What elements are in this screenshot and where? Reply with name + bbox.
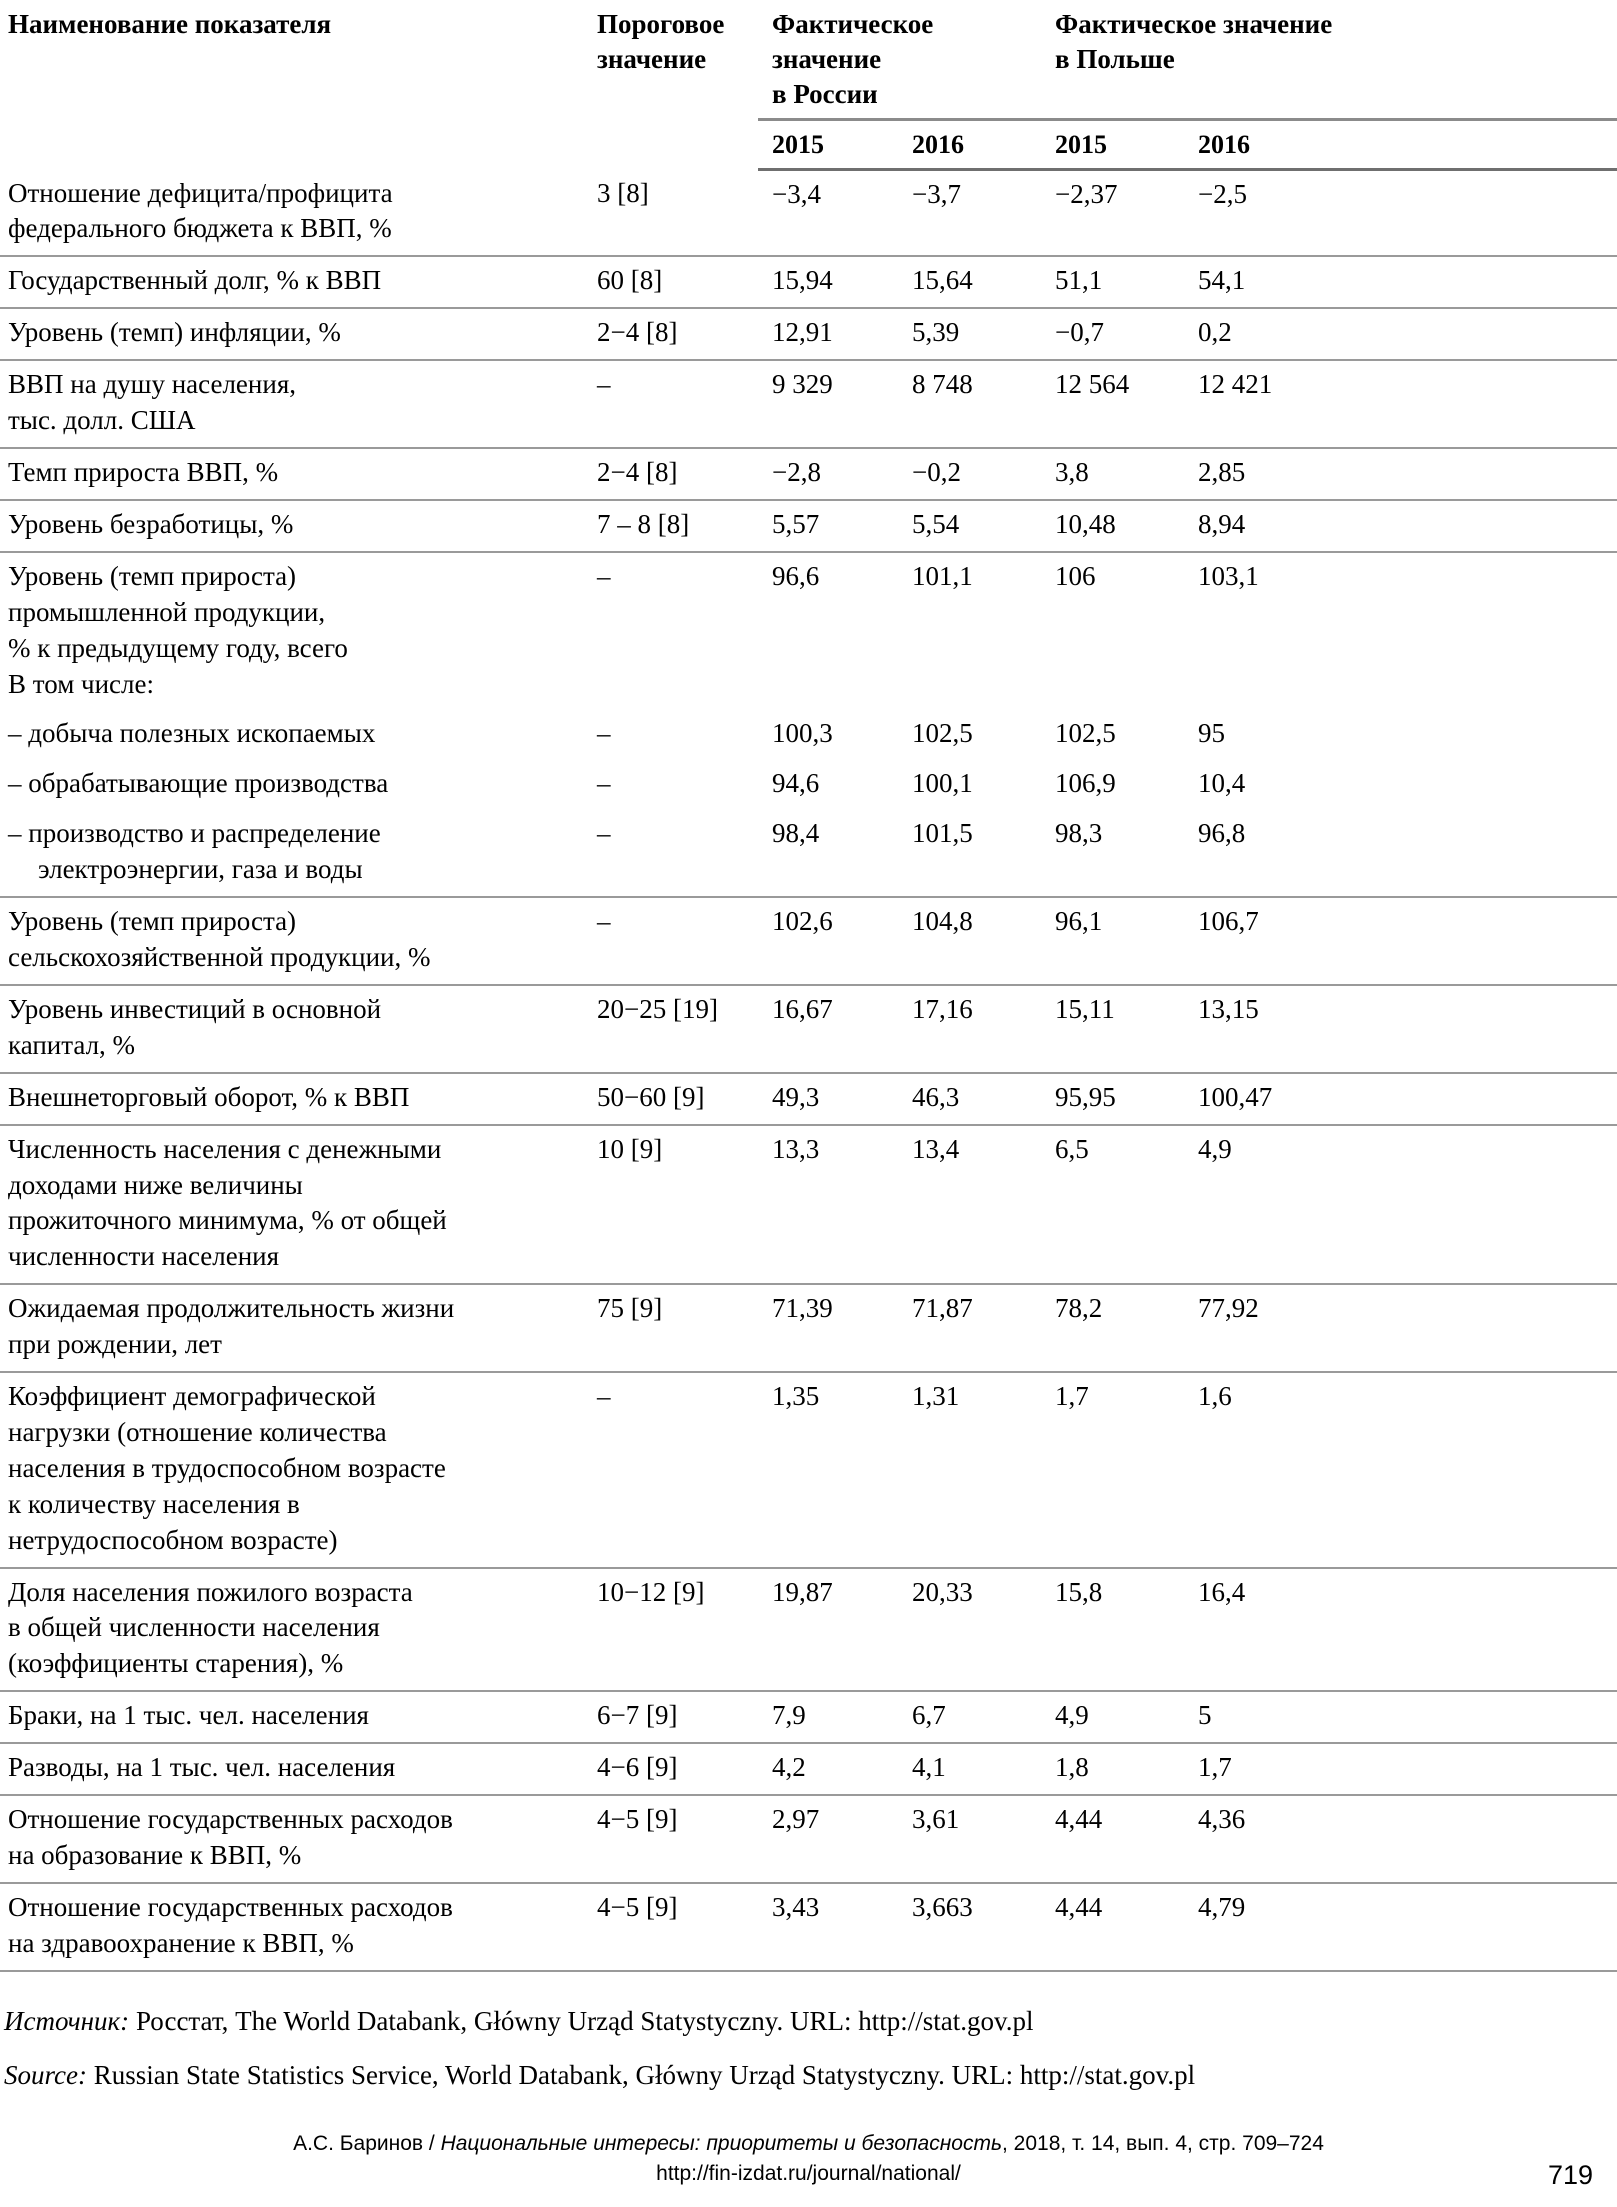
- cell-poland-2015: 10,48: [1041, 500, 1184, 552]
- table-row: [0, 1073, 1617, 1125]
- cell-poland-2015: 102,5: [1055, 718, 1116, 749]
- table-row: [0, 1691, 1617, 1743]
- cell-russia-2016: 17,16: [898, 985, 1041, 1073]
- cell-russia-2016: 101,5: [898, 810, 1041, 897]
- cell-poland-2015: 106,9: [1055, 768, 1116, 799]
- cell-indicator-name: [0, 500, 583, 552]
- cell-threshold: –: [583, 360, 758, 448]
- cell-threshold: –: [597, 560, 611, 591]
- table-header: [0, 0, 1617, 170]
- cell-russia-2015: 13,3: [758, 1125, 898, 1285]
- cell-russia-2015: 9 329: [758, 360, 898, 448]
- table-row: [0, 1795, 1617, 1883]
- cell-poland-2015: 98,3: [1041, 810, 1184, 897]
- cell-indicator-name: [0, 1125, 583, 1285]
- cell-threshold: 4−5 [9]: [583, 1883, 758, 1971]
- cell-poland-2015: 4,44: [1041, 1795, 1184, 1883]
- header-group-russia-line1: Фактическое значение: [772, 9, 934, 75]
- cell-poland-2016: 1,7: [1184, 1743, 1617, 1795]
- indicator-name-line: – добыча полезных ископаемых: [8, 718, 376, 749]
- indicator-name-line: – производство и распределение: [8, 818, 381, 849]
- table-row: [0, 448, 1617, 500]
- header-group-russia: [758, 0, 1041, 120]
- indicator-name-line: прожиточного минимума, % от общей: [8, 1205, 447, 1236]
- cell-russia-2016: 5,54: [898, 500, 1041, 552]
- footer-citation-rest: , 2018, т. 14, вып. 4, стр. 709–724: [1002, 2132, 1324, 2156]
- table-row: [0, 360, 1617, 448]
- footer-citation: [0, 2129, 1617, 2159]
- cell-russia-2015: −3,4: [758, 170, 898, 257]
- cell-poland-2015: 95,95: [1041, 1073, 1184, 1125]
- cell-threshold: 10−12 [9]: [583, 1568, 758, 1692]
- cell-russia-2016: 6,7: [898, 1691, 1041, 1743]
- cell-poland-2016: 2,85: [1184, 448, 1617, 500]
- cell-poland-2016: 16,4: [1184, 1568, 1617, 1692]
- cell-russia-2015: 71,39: [758, 1284, 898, 1372]
- cell-threshold: 3 [8]: [583, 170, 758, 257]
- cell-indicator-name: [0, 985, 583, 1073]
- table-row: [0, 810, 1617, 897]
- cell-indicator-name: [0, 1691, 583, 1743]
- indicator-name-line: Государственный долг, % к ВВП: [8, 265, 382, 296]
- indicator-name-line: Уровень (темп прироста): [8, 560, 297, 591]
- cell-threshold: 2−4 [8]: [583, 308, 758, 360]
- cell-indicator-name: [0, 710, 583, 760]
- footer-author: А.С. Баринов /: [293, 2132, 441, 2156]
- indicator-name-line: нетрудоспособном возрасте): [8, 1524, 338, 1555]
- cell-poland-2016: 1,6: [1184, 1372, 1617, 1568]
- cell-indicator-name: [0, 1284, 583, 1372]
- cell-russia-2015: 5,57: [758, 500, 898, 552]
- cell-russia-2016: 100,1: [912, 768, 973, 799]
- cell-poland-2016: 8,94: [1184, 500, 1617, 552]
- header-row-titles: [0, 0, 1617, 120]
- table-row: [0, 308, 1617, 360]
- indicator-name-line: Уровень (темп) инфляции, %: [8, 317, 341, 348]
- cell-indicator-name: [0, 1073, 583, 1125]
- page-number: 719: [1547, 2160, 1593, 2190]
- source-russian-text: Росстат, The World Databank, Główny Urząd Statystyczny. URL: http://stat.gov.pl: [129, 2005, 1034, 2036]
- cell-indicator-name: [0, 1372, 583, 1568]
- cell-russia-2016: 102,5: [912, 718, 973, 749]
- cell-indicator-name: [0, 256, 583, 308]
- cell-russia-2015: 49,3: [758, 1073, 898, 1125]
- cell-threshold: 4−5 [9]: [583, 1795, 758, 1883]
- indicator-name-line: в общей численности населения: [8, 1612, 380, 1643]
- cell-poland-2015: 12 564: [1041, 360, 1184, 448]
- cell-russia-2015: 94,6: [772, 768, 820, 799]
- table-row: [0, 1372, 1617, 1568]
- table-row: [0, 1125, 1617, 1285]
- indicator-name-line: нагрузки (отношение количества: [8, 1416, 387, 1447]
- cell-russia-2016: 101,1: [912, 560, 973, 591]
- cell-russia-2015: 98,4: [758, 810, 898, 897]
- cell-indicator-name: [0, 170, 583, 257]
- indicator-name-line: Разводы, на 1 тыс. чел. населения: [8, 1752, 396, 1783]
- indicator-name-line: Отношение государственных расходов: [8, 1891, 453, 1922]
- source-english: [0, 2048, 1617, 2102]
- indicator-name-line: Численность населения с денежными: [8, 1133, 442, 1164]
- indicator-name-line: на здравоохранение к ВВП, %: [8, 1927, 354, 1958]
- cell-threshold: 20−25 [19]: [583, 985, 758, 1073]
- cell-poland-2016: 95: [1198, 718, 1226, 749]
- cell-indicator-name: [0, 760, 583, 810]
- header-year-poland-2015: 2015: [1041, 120, 1184, 170]
- indicator-name-line: населения в трудоспособном возрасте: [8, 1452, 446, 1483]
- cell-indicator-name: [0, 1568, 583, 1692]
- cell-russia-2016: 46,3: [898, 1073, 1041, 1125]
- cell-indicator-name: [0, 810, 583, 897]
- cell-poland-2015: 15,11: [1041, 985, 1184, 1073]
- table-row: [0, 1284, 1617, 1372]
- cell-poland-2016: 4,79: [1184, 1883, 1617, 1971]
- indicator-name-line: Коэффициент демографической: [8, 1381, 376, 1412]
- cell-indicator-name: [0, 448, 583, 500]
- indicator-name-line: Уровень (темп прироста): [8, 906, 297, 937]
- cell-poland-2016: −2,5: [1184, 170, 1617, 257]
- source-notes: [0, 1972, 1617, 2103]
- cell-poland-2015: −0,7: [1041, 308, 1184, 360]
- table-row: [0, 985, 1617, 1073]
- cell-russia-2015: 15,94: [758, 256, 898, 308]
- cell-russia-2015: 2,97: [758, 1795, 898, 1883]
- cell-threshold: 2−4 [8]: [583, 448, 758, 500]
- cell-threshold: 10 [9]: [583, 1125, 758, 1285]
- cell-russia-2015: 16,67: [758, 985, 898, 1073]
- indicator-name-line: – обрабатывающие производства: [8, 768, 389, 799]
- cell-poland-2015: 4,44: [1041, 1883, 1184, 1971]
- table-body: [0, 170, 1617, 1971]
- cell-indicator-name: [0, 308, 583, 360]
- table-row: [0, 500, 1617, 552]
- indicator-name-line: доходами ниже величины: [8, 1169, 303, 1200]
- source-english-text: Russian State Statistics Service, World Databank, Główny Urząd Statystyczny. URL: http://stat.gov.pl: [86, 2060, 1196, 2091]
- cell-poland-2016: 12 421: [1184, 360, 1617, 448]
- indicator-name-line: сельскохозяйственной продукции, %: [8, 941, 431, 972]
- table-row: [0, 170, 1617, 257]
- cell-russia-2015: 100,3: [772, 718, 833, 749]
- header-threshold-line1: Пороговое: [597, 9, 725, 39]
- cell-poland-2016: 5: [1184, 1691, 1617, 1743]
- header-threshold: [583, 0, 758, 170]
- cell-russia-2015: 102,6: [758, 897, 898, 985]
- indicator-name-line: промышленной продукции,: [8, 596, 326, 627]
- cell-threshold: 60 [8]: [583, 256, 758, 308]
- header-group-poland: [1041, 0, 1617, 120]
- cell-russia-2016: 3,663: [898, 1883, 1041, 1971]
- cell-russia-2015: 1,35: [758, 1372, 898, 1568]
- indicator-name-line: % к предыдущему году, всего: [8, 632, 348, 663]
- table-row: [0, 1568, 1617, 1692]
- cell-poland-2016: 77,92: [1184, 1284, 1617, 1372]
- table-row: [0, 897, 1617, 985]
- header-group-poland-line2: в Польше: [1055, 44, 1175, 75]
- table-row: [0, 256, 1617, 308]
- footer-journal-title: Национальные интересы: приоритеты и безопасность: [440, 2132, 1002, 2156]
- cell-indicator-name: [0, 1795, 583, 1883]
- cell-indicator-name: [0, 897, 583, 985]
- indicator-name-line: на образование к ВВП, %: [8, 1840, 302, 1871]
- cell-threshold: –: [583, 897, 758, 985]
- cell-russia-2015: 12,91: [758, 308, 898, 360]
- cell-poland-2016: 103,1: [1198, 560, 1259, 591]
- indicator-name-line: Внешнеторговый оборот, % к ВВП: [8, 1081, 410, 1112]
- cell-poland-2016: 96,8: [1184, 810, 1617, 897]
- indicator-name-line: В том числе:: [8, 668, 154, 699]
- cell-poland-2015: −2,37: [1041, 170, 1184, 257]
- indicator-name-line: Уровень безработицы, %: [8, 508, 294, 539]
- source-english-label: Source:: [4, 2060, 87, 2091]
- cell-russia-2016: 104,8: [898, 897, 1041, 985]
- cell-threshold: 4−6 [9]: [583, 1743, 758, 1795]
- cell-poland-2015: 106: [1055, 560, 1096, 591]
- cell-russia-2016: 3,61: [898, 1795, 1041, 1883]
- cell-poland-2015: 1,8: [1041, 1743, 1184, 1795]
- header-threshold-line2: значение: [597, 44, 707, 75]
- indicator-name-line: Ожидаемая продолжительность жизни: [8, 1293, 455, 1324]
- indicator-name-line: (коэффициенты старения), %: [8, 1648, 344, 1679]
- cell-threshold: –: [583, 1372, 758, 1568]
- cell-indicator-name: [0, 1743, 583, 1795]
- table-row: [0, 710, 1617, 760]
- indicator-name-line: электроэнергии, газа и воды: [38, 854, 363, 885]
- cell-poland-2016: 4,36: [1184, 1795, 1617, 1883]
- header-year-russia-2016: 2016: [898, 120, 1041, 170]
- cell-threshold: 75 [9]: [583, 1284, 758, 1372]
- cell-russia-2015: 3,43: [758, 1883, 898, 1971]
- indicator-name-line: капитал, %: [8, 1029, 136, 1060]
- cell-threshold: –: [597, 768, 611, 799]
- cell-russia-2015: 7,9: [758, 1691, 898, 1743]
- cell-threshold: 7 – 8 [8]: [583, 500, 758, 552]
- cell-russia-2016: −3,7: [898, 170, 1041, 257]
- cell-poland-2015: 78,2: [1041, 1284, 1184, 1372]
- cell-poland-2015: 3,8: [1041, 448, 1184, 500]
- header-year-russia-2015: 2015: [758, 120, 898, 170]
- table-row: [0, 760, 1617, 810]
- page-footer: [0, 2129, 1617, 2189]
- cell-threshold: 6−7 [9]: [583, 1691, 758, 1743]
- cell-poland-2016: 13,15: [1184, 985, 1617, 1073]
- cell-russia-2015: −2,8: [758, 448, 898, 500]
- cell-indicator-name: [0, 360, 583, 448]
- cell-threshold: 50−60 [9]: [583, 1073, 758, 1125]
- indicator-name-line: к количеству населения в: [8, 1488, 300, 1519]
- cell-indicator-name: [0, 1883, 583, 1971]
- source-russian: [0, 1994, 1617, 2048]
- table-row: [0, 1743, 1617, 1795]
- cell-russia-2016: 8 748: [898, 360, 1041, 448]
- indicator-name-line: Отношение государственных расходов: [8, 1804, 453, 1835]
- cell-russia-2015: 4,2: [758, 1743, 898, 1795]
- cell-poland-2015: 4,9: [1041, 1691, 1184, 1743]
- indicator-name-line: федерального бюджета к ВВП, %: [8, 213, 392, 244]
- indicator-name-line: Отношение дефицита/профицита: [8, 177, 393, 208]
- indicator-name-line: Уровень инвестиций в основной: [8, 993, 382, 1024]
- cell-russia-2016: 71,87: [898, 1284, 1041, 1372]
- cell-russia-2016: 1,31: [898, 1372, 1041, 1568]
- cell-russia-2015: 96,6: [772, 560, 820, 591]
- table-row: [0, 1883, 1617, 1971]
- cell-russia-2016: 5,39: [898, 308, 1041, 360]
- indicator-name-line: тыс. долл. США: [8, 405, 196, 436]
- cell-indicator-name: [0, 552, 583, 711]
- header-indicator-name: Наименование показателя: [8, 9, 332, 39]
- indicator-name-line: Браки, на 1 тыс. чел. населения: [8, 1700, 369, 1731]
- cell-threshold: –: [583, 810, 758, 897]
- cell-threshold: –: [597, 718, 611, 749]
- indicator-name-line: численности населения: [8, 1241, 280, 1272]
- footer-url: http://fin-izdat.ru/journal/national/: [656, 2162, 961, 2186]
- cell-russia-2016: 4,1: [898, 1743, 1041, 1795]
- indicator-name-line: при рождении, лет: [8, 1329, 222, 1360]
- indicator-name-line: ВВП на душу населения,: [8, 369, 296, 400]
- cell-russia-2015: 19,87: [758, 1568, 898, 1692]
- cell-poland-2015: 51,1: [1041, 256, 1184, 308]
- header-year-poland-2016: 2016: [1184, 120, 1617, 170]
- cell-poland-2016: 4,9: [1184, 1125, 1617, 1285]
- cell-poland-2016: 106,7: [1184, 897, 1617, 985]
- cell-poland-2015: 6,5: [1041, 1125, 1184, 1285]
- header-group-russia-line2: в России: [772, 79, 878, 110]
- cell-poland-2015: 15,8: [1041, 1568, 1184, 1692]
- table-row: [0, 552, 1617, 711]
- cell-russia-2016: 13,4: [898, 1125, 1041, 1285]
- cell-poland-2016: 10,4: [1198, 768, 1246, 799]
- cell-russia-2016: 20,33: [898, 1568, 1041, 1692]
- cell-poland-2016: 54,1: [1184, 256, 1617, 308]
- source-russian-label: Источник:: [4, 2005, 130, 2036]
- indicator-name-line: Доля населения пожилого возраста: [8, 1576, 413, 1607]
- cell-poland-2016: 100,47: [1184, 1073, 1617, 1125]
- cell-poland-2015: 96,1: [1041, 897, 1184, 985]
- cell-poland-2015: 1,7: [1041, 1372, 1184, 1568]
- cell-poland-2016: 0,2: [1184, 308, 1617, 360]
- cell-russia-2016: 15,64: [898, 256, 1041, 308]
- cell-russia-2016: −0,2: [898, 448, 1041, 500]
- header-group-poland-line1: Фактическое значение: [1055, 9, 1333, 39]
- indicator-name-line: Темп прироста ВВП, %: [8, 457, 279, 488]
